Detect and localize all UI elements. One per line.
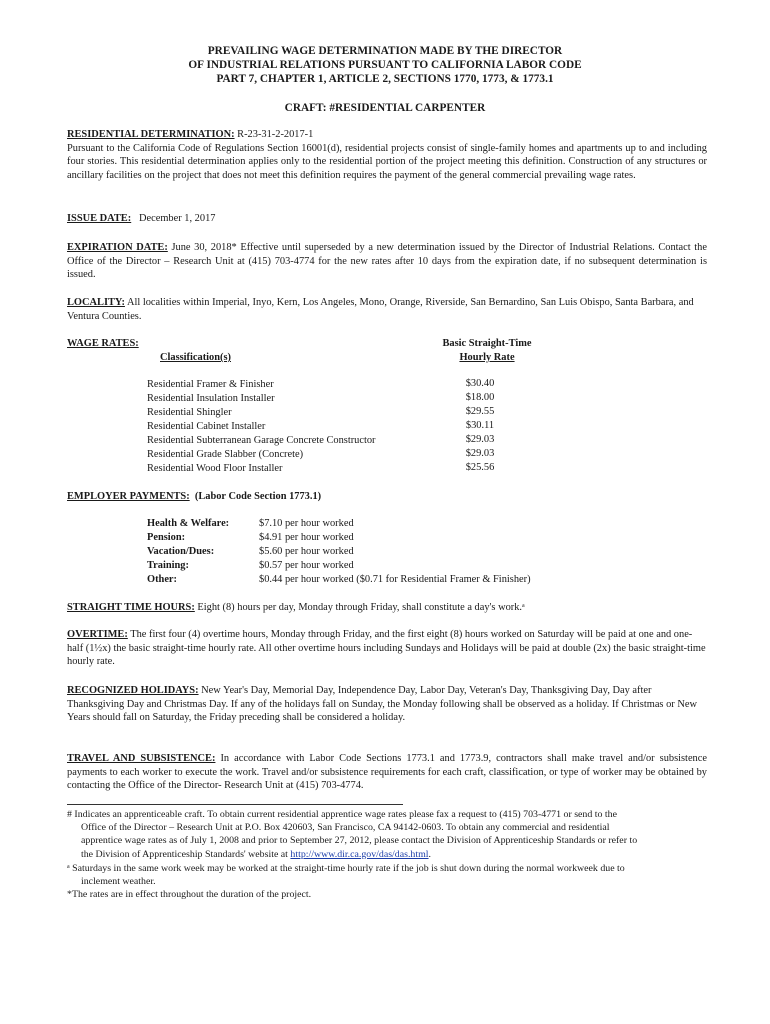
footnote-apprentice-line: Office of the Director – Research Unit at P.O. Box 420603, San Francisco, CA 94142-0603. To obtain any commercial and residential: [81, 822, 610, 834]
straight-time-section: [67, 600, 707, 615]
classification-cell: Residential Insulation Installer: [147, 393, 275, 404]
payment-name: Training:: [147, 560, 189, 571]
payment-value: $5.60 per hour worked: [259, 546, 354, 557]
expiration-label: EXPIRATION DATE:: [67, 242, 168, 253]
issue-date-label: ISSUE DATE:: [67, 213, 132, 224]
payment-value: $7.10 per hour worked: [259, 518, 354, 529]
rate-cell: $25.56: [465, 462, 495, 473]
footnote-mark: a: [522, 603, 525, 609]
straight-time-text: Eight (8) hours per day, Monday through Friday, shall constitute a day's work.: [197, 602, 523, 613]
footnotes: [67, 808, 707, 901]
payment-name: Vacation/Dues:: [147, 546, 215, 557]
expiration-section: [67, 241, 707, 282]
footnote-saturday-line: inclement weather.: [81, 876, 156, 888]
wage-rates-label: WAGE RATES:: [67, 338, 139, 349]
determination-section: [67, 128, 707, 183]
rate-cell: $18.00: [465, 392, 495, 403]
employer-payments-code: (Labor Code Section 1773.1): [194, 491, 322, 502]
holidays-label: RECOGNIZED HOLIDAYS:: [67, 685, 199, 696]
determination-label: RESIDENTIAL DETERMINATION:: [67, 129, 235, 140]
rate-cell: $30.40: [465, 378, 495, 389]
classification-cell: Residential Cabinet Installer: [147, 421, 266, 432]
locality-text: All localities within Imperial, Inyo, Kern, Los Angeles, Mono, Orange, Riverside, San Bernardino, San Luis Obispo, Santa Barbara, and Ventura Counties.: [67, 297, 694, 322]
classification-cell: Residential Shingler: [147, 407, 232, 418]
classification-cell: Residential Grade Slabber (Concrete): [147, 449, 304, 460]
footnote-saturday-text: Saturdays in the same work week may be worked at the straight-time hourly rate if the job is shut down during the normal workweek due to: [72, 862, 625, 874]
holidays-section: [67, 684, 707, 725]
overtime-label: OVERTIME:: [67, 629, 128, 640]
classification-cell: Residential Subterranean Garage Concrete Constructor: [147, 435, 376, 446]
locality-label: LOCALITY:: [67, 297, 125, 308]
rate-cell: $29.55: [465, 406, 495, 417]
rate-column-header-1: Basic Straight-Time: [442, 338, 532, 349]
classification-cell: Residential Framer & Finisher: [147, 379, 274, 390]
payment-value: $4.91 per hour worked: [259, 532, 354, 543]
title-line-2: OF INDUSTRIAL RELATIONS PURSUANT TO CALIFORNIA LABOR CODE: [188, 59, 582, 71]
overtime-section: [67, 628, 707, 669]
footnote-apprentice-line: [67, 848, 707, 861]
classification-cell: Residential Wood Floor Installer: [147, 463, 283, 474]
travel-text: In accordance with Labor Code Sections 1773.1 and 1773.9, contractors shall make travel and/or subsistence payments to each worker to execute the work. Travel and/or subsistence requirements for each craft, classification, or type of worker may be obtained by contacting the Office of the Director- Research Unit at (415) 703-4774.: [67, 753, 707, 792]
expiration-text: June 30, 2018* Effective until superseded by a new determination issued by the Director of Industrial Relations. Contact the Office of the Director – Research Unit at (415) 703-4774 for the new rates after 10 days from the expiration date, if no subsequent determination is issued.: [67, 242, 707, 281]
classification-column-header: Classification(s): [160, 352, 231, 363]
employer-payments-label: EMPLOYER PAYMENTS:: [67, 491, 190, 502]
payment-value: $0.44 per hour worked ($0.71 for Residential Framer & Finisher): [259, 574, 531, 585]
craft-title: CRAFT: #RESIDENTIAL CARPENTER: [284, 102, 486, 114]
payment-name: Health & Welfare:: [147, 518, 230, 529]
title-line-3: PART 7, CHAPTER 1, ARTICLE 2, SECTIONS 1770, 1773, & 1773.1: [216, 73, 554, 85]
footnote-divider: [67, 804, 403, 805]
payment-name: Pension:: [147, 532, 186, 543]
employer-payments-heading: [67, 490, 321, 504]
rate-cell: $30.11: [465, 420, 495, 431]
footnote-link-suffix: .: [428, 848, 432, 860]
rate-cell: $29.03: [465, 448, 495, 459]
rate-column-header-2: Hourly Rate: [459, 352, 515, 363]
payment-value: $0.57 per hour worked: [259, 560, 354, 571]
rate-cell: $29.03: [465, 434, 495, 445]
travel-label: TRAVEL AND SUBSISTENCE:: [67, 753, 216, 764]
footnote-saturday-line: [67, 861, 707, 875]
title-line-1: PREVAILING WAGE DETERMINATION MADE BY THE DIRECTOR: [207, 45, 563, 57]
footnote-apprentice-line: # Indicates an apprenticeable craft. To obtain current residential apprentice wage rates please fax a request to (415) 703-4771 or send to the: [67, 809, 617, 820]
payment-name: Other:: [147, 574, 178, 585]
overtime-text: The first four (4) overtime hours, Monday through Friday, and the first eight (8) hours worked on Saturday will be paid at one and one-half (1½x) the basic straight-time hourly rate. All other overtime hours including Sundays and Holidays will be paid at double (2x) the basic straight-time hourly rate.: [67, 629, 706, 668]
determination-number: R-23-31-2-2017-1: [237, 129, 314, 140]
footnote-rates-note: *The rates are in effect throughout the duration of the project.: [67, 889, 312, 901]
travel-section: [67, 752, 707, 793]
determination-text: Pursuant to the California Code of Regulations Section 16001(d), residential projects consist of single-family homes and apartments up to and including four stories. This residential determination applies only to the residential portion of the project meeting this definition. Construction of any structures or ancillary facilities on the project that does not meet this definition requires the payment of the general commercial prevailing wage rates.: [67, 142, 707, 182]
straight-time-label: STRAIGHT TIME HOURS:: [67, 602, 195, 613]
footnote-apprentice-line: apprentice wage rates as of July 1, 2008 and prior to September 27, 2012, please contact the Division of Apprenticeship Standards or refer to: [81, 835, 638, 847]
issue-date-section: [67, 212, 707, 226]
holidays-text: New Year's Day, Memorial Day, Independence Day, Labor Day, Veteran's Day, Thanksgiving Day, Day after Thanksgiving Day and Christmas Day. If any of the holidays fall on Sunday, the Monday following shall be observed as a holiday. If Christmas or New Years should fall on Saturday, the Friday preceding shall be considered a holiday.: [67, 685, 697, 724]
footnote-mark: a: [67, 863, 70, 870]
footnote-link-prefix: the Division of Apprenticeship Standards' website at: [81, 848, 288, 860]
issue-date-value: December 1, 2017: [139, 213, 216, 224]
das-website-link[interactable]: http://www.dir.ca.gov/das/das.html: [290, 848, 429, 860]
locality-section: [67, 296, 707, 323]
